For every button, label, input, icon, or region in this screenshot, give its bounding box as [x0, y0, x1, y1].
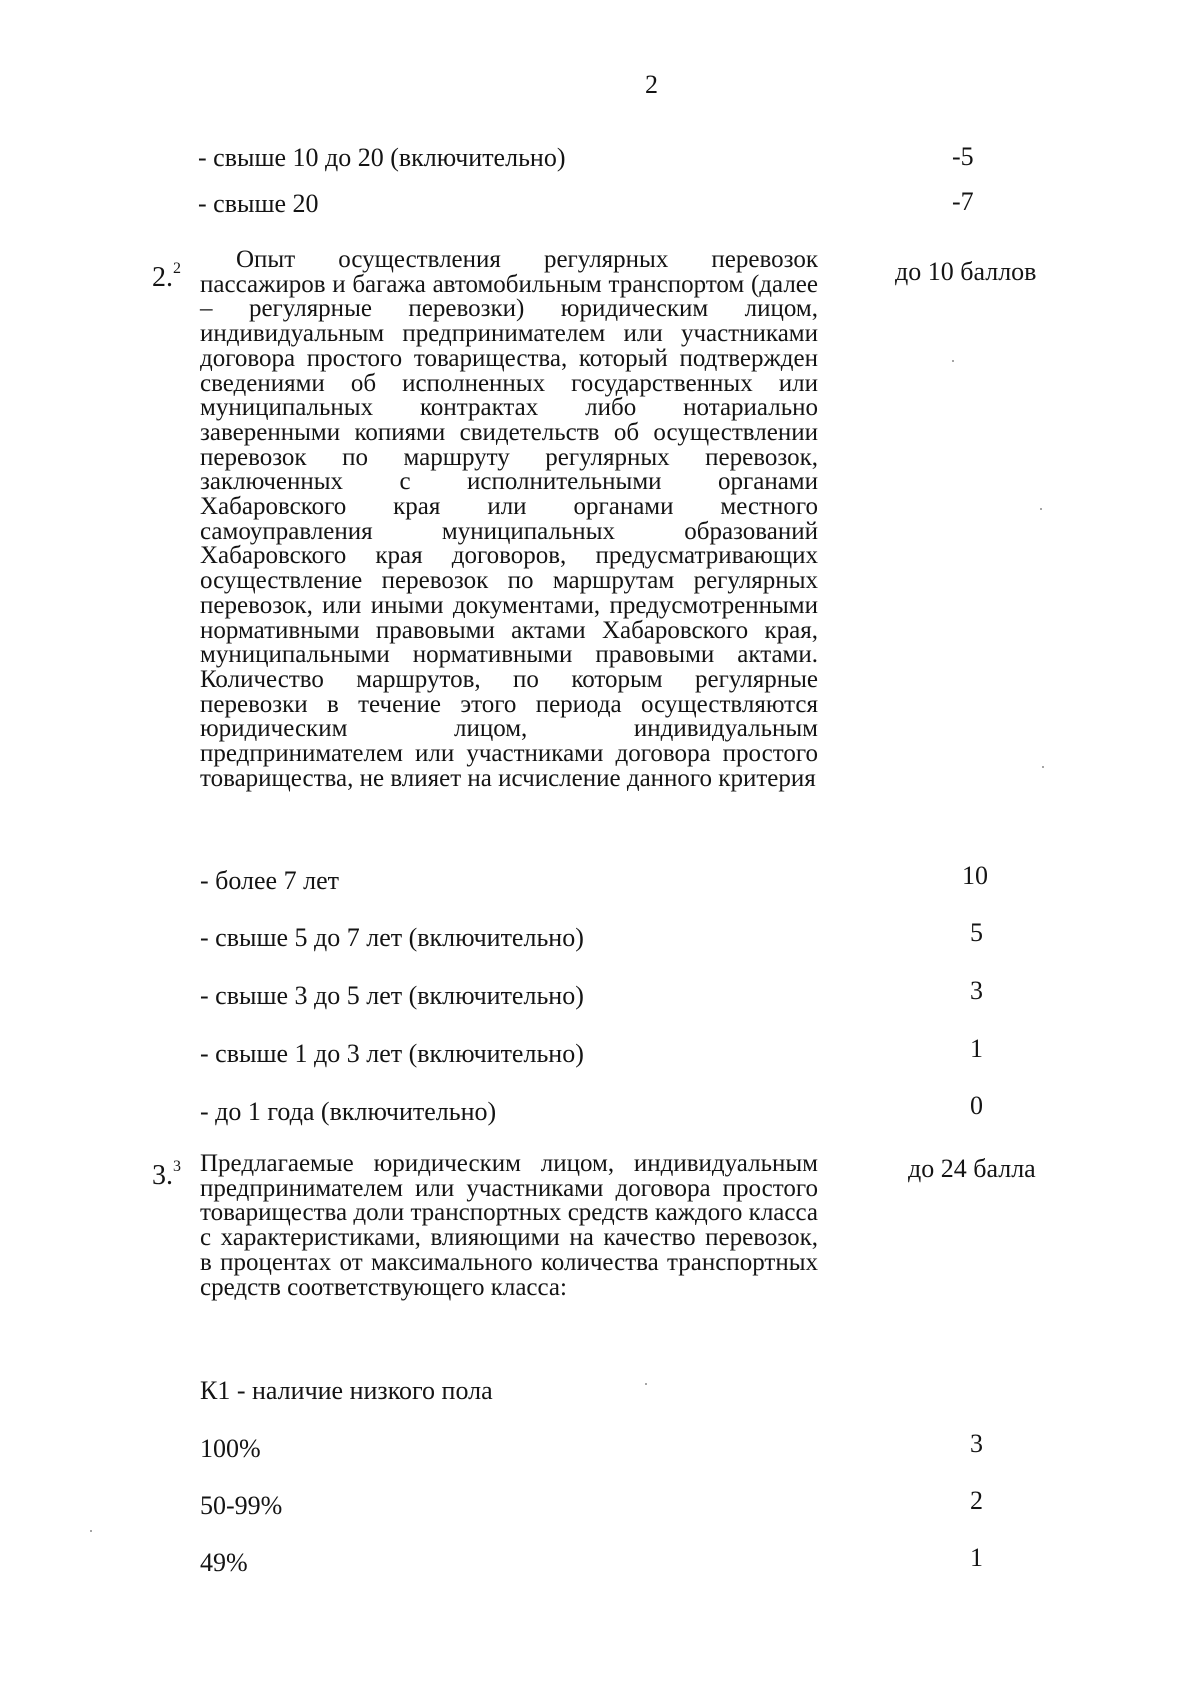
section-paragraph: Предлагаемые юридическим лицом, индивидуальным предпринимателем или участниками договора простого товарищества доли транспортных средств каждого класса с характеристиками, влияющими на качество перевозок, в процентах от максимального количества транспортных средств соответствующего класса: — [200, 1150, 818, 1301]
footnote-mark: 2 — [173, 260, 181, 277]
list-item-score: -7 — [952, 187, 974, 216]
list-item-label: 50-99% — [200, 1491, 283, 1520]
list-item-label: - свыше 5 до 7 лет (включительно) — [200, 923, 584, 952]
list-item-score: 3 — [970, 976, 983, 1005]
section-score: до 10 баллов — [895, 257, 1037, 286]
scan-speck — [952, 360, 954, 362]
list-item-label: - до 1 года (включительно) — [200, 1097, 497, 1126]
list-item-score: 1 — [970, 1034, 983, 1063]
footnote-mark: 3 — [173, 1158, 181, 1175]
list-item-score: -5 — [952, 142, 974, 171]
section-number — [152, 262, 181, 294]
section-text — [200, 248, 818, 791]
scan-speck — [645, 1383, 647, 1385]
section-text — [200, 1152, 818, 1300]
list-item-label: - свыше 1 до 3 лет (включительно) — [200, 1039, 584, 1068]
list-item-score: 5 — [970, 918, 983, 947]
scan-speck — [1040, 508, 1042, 510]
section-number — [152, 1160, 181, 1192]
list-item-score: 3 — [970, 1429, 983, 1458]
page-number: 2 — [645, 70, 658, 99]
list-item-score: 1 — [970, 1543, 983, 1572]
section-number-text: 2. — [152, 262, 173, 293]
scan-speck — [1042, 766, 1044, 768]
list-item-score: 10 — [962, 861, 988, 890]
section-subheading: К1 - наличие низкого пола — [200, 1376, 493, 1405]
list-item-score: 2 — [970, 1486, 983, 1515]
list-item-label: 49% — [200, 1548, 248, 1577]
list-item-label: - свыше 10 до 20 (включительно) — [198, 143, 566, 172]
section-score: до 24 балла — [908, 1154, 1036, 1183]
list-item-label: - свыше 20 — [198, 189, 319, 218]
list-item-label: - свыше 3 до 5 лет (включительно) — [200, 981, 584, 1010]
section-paragraph: Опыт осуществления регулярных перевозок пассажиров и багажа автомобильным транспортом (далее – регулярные перевозки) юридическим лицом, индивидуальным предпринимателем или участниками договора простого товарищества, который подтвержден сведениями об исполненных государственных или муниципальных контрактах либо нотариально заверенными копиями свидетельств об осуществлении перевозок по маршруту регулярных перевозок, заключенных с исполнительными органами Хабаровского края или органами местного самоуправления муниципальных образований Хабаровского края договоров, предусматривающих осуществление перевозок по маршрутам регулярных перевозок, или иными документами, предусмотренными нормативными правовыми актами Хабаровского края, муниципальными нормативными правовыми актами. Количество маршрутов, по которым регулярные перевозки в течение этого периода осуществляются юридическим лицом, индивидуальным предпринимателем или участниками договора простого товарищества, не влияет на исчисление данного критерия — [200, 246, 818, 792]
list-item-label: 100% — [200, 1434, 261, 1463]
section-number-text: 3. — [152, 1160, 173, 1191]
list-item-score: 0 — [970, 1091, 983, 1120]
scan-speck — [90, 1530, 92, 1532]
list-item-label: - более 7 лет — [200, 866, 339, 895]
